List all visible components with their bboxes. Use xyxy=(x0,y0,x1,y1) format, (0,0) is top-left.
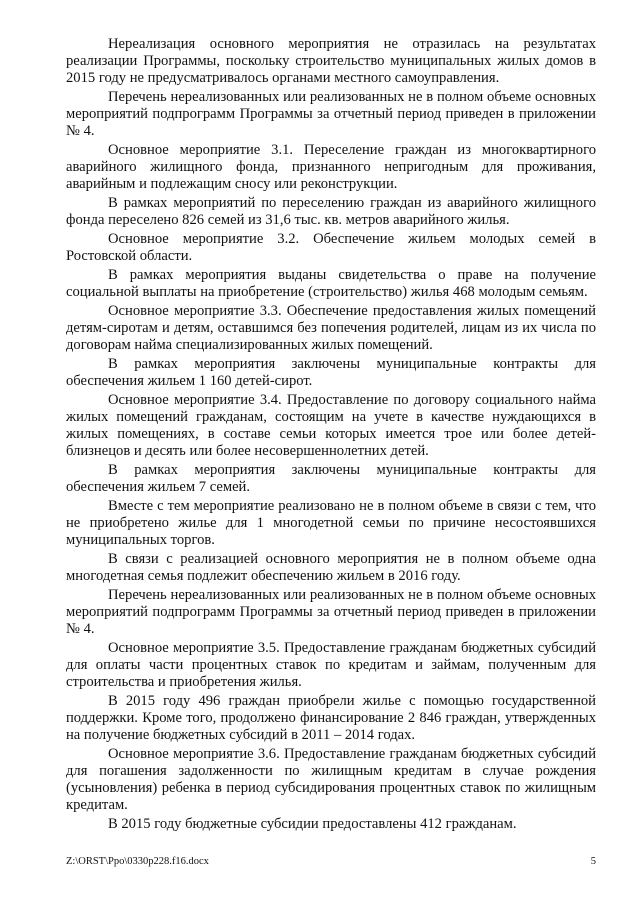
paragraph: Перечень нереализованных или реализованных не в полном объеме основных мероприятий подпрограмм Программы за отчетный период приведен в приложении № 4. xyxy=(66,587,596,637)
paragraph: Вместе с тем мероприятие реализовано не в полном объеме в связи с тем, что не приобретено жилье для 1 многодетной семьи по причине несостоявшихся муниципальных торгов. xyxy=(66,498,596,548)
paragraph: Основное мероприятие 3.1. Переселение граждан из многоквартирного аварийного жилищного фонда, признанного непригодным для проживания, аварийным и подлежащим сносу или реконструкции. xyxy=(66,142,596,192)
paragraph: Основное мероприятие 3.3. Обеспечение предоставления жилых помещений детям-сиротам и детям, оставшимся без попечения родителей, лицам из их числа по договорам найма специализированных жилых помещений. xyxy=(66,303,596,353)
paragraph: В 2015 году 496 граждан приобрели жилье с помощью государственной поддержки. Кроме того, продолжено финансирование 2 846 граждан, утвержденных на получение бюджетных субсидий в 2011 – 2014 годах. xyxy=(66,693,596,743)
paragraph: В 2015 году бюджетные субсидии предоставлены 412 гражданам. xyxy=(108,816,517,832)
document-body xyxy=(66,36,596,835)
page-footer xyxy=(66,855,596,869)
paragraph: Перечень нереализованных или реализованных не в полном объеме основных мероприятий подпрограмм Программы за отчетный период приведен в приложении № 4. xyxy=(66,89,596,139)
footer-file-path: Z:\ORST\Ppo\0330p228.f16.docx xyxy=(66,856,209,867)
paragraph: Нереализация основного мероприятия не отразилась на результатах реализации Программы, поскольку строительство муниципальных жилых домов в 2015 году не предусматривалось органами местного самоуправления. xyxy=(66,36,596,86)
paragraph: В рамках мероприятия заключены муниципальные контракты для обеспечения жильем 1 160 детей-сирот. xyxy=(66,356,596,389)
paragraph: Основное мероприятие 3.5. Предоставление гражданам бюджетных субсидий для оплаты части процентных ставок по кредитам и займам, полученным для строительства и приобретения жилья. xyxy=(66,640,596,690)
page-number: 5 xyxy=(590,856,596,867)
paragraph: В рамках мероприятия заключены муниципальные контракты для обеспечения жильем 7 семей. xyxy=(66,462,596,495)
paragraph: Основное мероприятие 3.4. Предоставление по договору социального найма жилых помещений гражданам, состоящим на учете в качестве нуждающихся в жилых помещениях, в составе семьи которых имеется трое или более детей-близнецов и десять или более несовершеннолетних детей. xyxy=(66,392,596,459)
paragraph: В связи с реализацией основного мероприятия не в полном объеме одна многодетная семья подлежит обеспечению жильем в 2016 году. xyxy=(66,551,596,584)
paragraph: В рамках мероприятия выданы свидетельства о праве на получение социальной выплаты на приобретение (строительство) жилья 468 молодым семьям. xyxy=(66,267,596,300)
paragraph: Основное мероприятие 3.6. Предоставление гражданам бюджетных субсидий для погашения задолженности по жилищным кредитам в случае рождения (усыновления) ребенка в период субсидирования процентных ставок по жилищным кредитам. xyxy=(66,746,596,813)
paragraph: Основное мероприятие 3.2. Обеспечение жильем молодых семей в Ростовской области. xyxy=(66,231,596,264)
paragraph: В рамках мероприятий по переселению граждан из аварийного жилищного фонда переселено 826 семей из 31,6 тыс. кв. метров аварийного жилья. xyxy=(66,195,596,228)
